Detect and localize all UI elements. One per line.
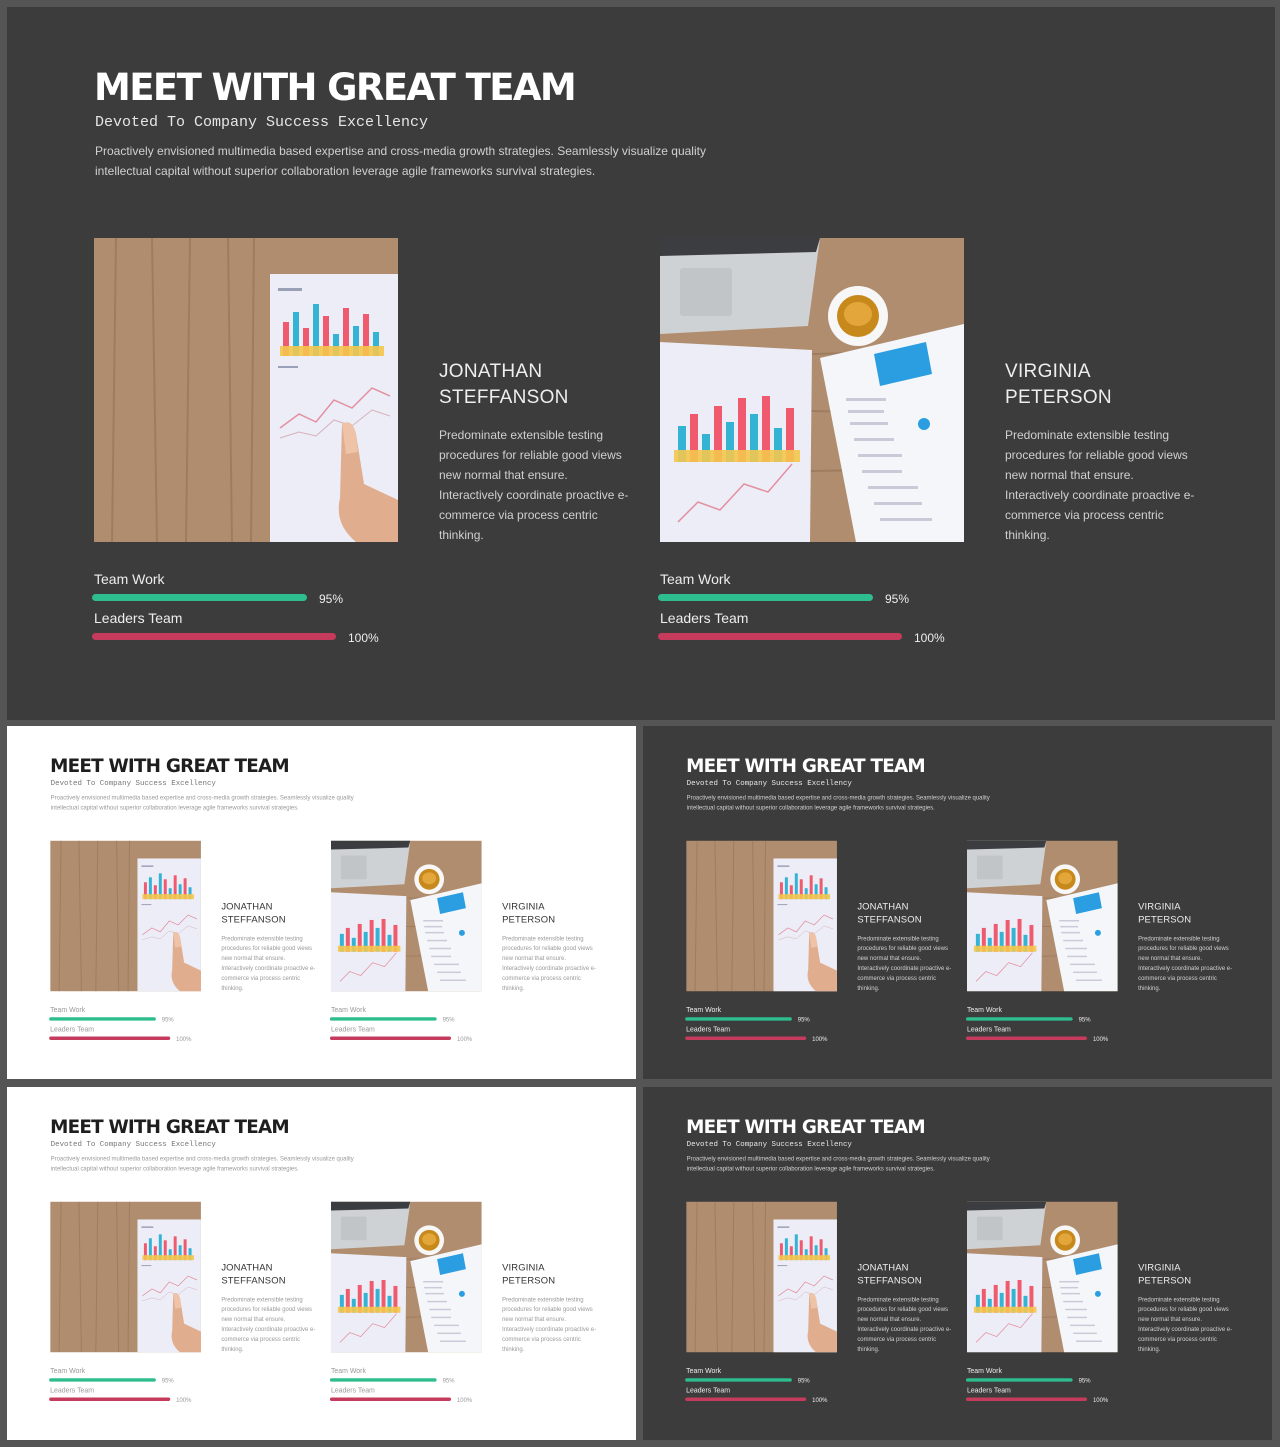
skill-label: Leaders Team	[94, 610, 183, 626]
slide-title: MEET WITH GREAT TEAM	[94, 66, 576, 109]
skill-percent: 100%	[176, 1035, 192, 1043]
leaders-team-bar	[658, 633, 902, 640]
skill-percent: 100%	[812, 1396, 828, 1404]
slide-dark-3	[643, 726, 1272, 1079]
member-photo	[50, 841, 201, 992]
skill-label: Leaders Team	[966, 1386, 1011, 1395]
member-name-line2: STEFFANSON	[857, 1275, 922, 1286]
member-name-line2: PETERSON	[1138, 914, 1192, 925]
leaders-team-bar	[966, 1037, 1087, 1040]
team-photo	[686, 1202, 837, 1353]
member-name-line2: PETERSON	[1005, 387, 1112, 408]
member-name-line1: JONATHAN	[439, 361, 543, 382]
leaders-team-bar	[92, 633, 336, 640]
member-name-line1: JONATHAN	[221, 901, 273, 913]
skill-percent: 95%	[442, 1016, 455, 1024]
skill-label: Leaders Team	[966, 1025, 1011, 1034]
member-photo	[660, 238, 964, 542]
member-name-line2: STEFFANSON	[221, 1275, 286, 1286]
member-photo	[331, 1202, 482, 1353]
skill-percent: 95%	[797, 1377, 810, 1385]
skill-label: Team Work	[50, 1366, 86, 1375]
skill-percent: 95%	[1078, 1377, 1091, 1385]
member-name-line1: VIRGINIA	[502, 901, 545, 913]
slide-title: MEET WITH GREAT TEAM	[686, 1116, 925, 1138]
member-name	[1138, 901, 1191, 927]
member-name-line2: PETERSON	[1138, 1275, 1192, 1286]
member-name	[221, 1262, 285, 1288]
leaders-team-bar	[49, 1037, 170, 1040]
member-photo	[94, 238, 398, 542]
skill-percent: 95%	[885, 592, 910, 606]
skill-percent: 100%	[914, 631, 945, 645]
member-bio: Predominate extensible testing procedures for reliable good views new normal that ensure. Interactively coordinate proactive e-commerce via process centric thinking.	[1138, 934, 1233, 992]
skill-label: Leaders Team	[330, 1386, 375, 1395]
slide-subtitle: Devoted To Company Success Excellency	[50, 1140, 216, 1149]
skill-label: Team Work	[660, 571, 731, 587]
member-name-line2: PETERSON	[502, 1275, 556, 1286]
slide-subtitle: Devoted To Company Success Excellency	[686, 1140, 852, 1149]
slide-subtitle: Devoted To Company Success Excellency	[95, 114, 429, 131]
member-name-line2: STEFFANSON	[857, 914, 922, 925]
skill-percent: 95%	[161, 1377, 174, 1385]
team-work-bar	[330, 1017, 437, 1020]
team-work-bar	[685, 1017, 792, 1020]
slide-light-4	[7, 1087, 636, 1440]
leaders-team-bar	[330, 1037, 451, 1040]
team-work-bar	[685, 1378, 792, 1381]
member-name-line1: VIRGINIA	[502, 1262, 545, 1274]
leaders-team-bar	[685, 1398, 806, 1401]
skill-label: Team Work	[330, 1005, 366, 1014]
team-photo	[331, 1202, 482, 1353]
skill-percent: 100%	[1092, 1396, 1109, 1404]
team-photo	[50, 1202, 201, 1353]
member-photo	[967, 1202, 1118, 1353]
member-name-line2: STEFFANSON	[221, 914, 286, 925]
skill-label: Leaders Team	[50, 1025, 95, 1034]
member-name	[857, 1262, 921, 1288]
team-photo	[94, 238, 398, 542]
leaders-team-bar	[685, 1037, 806, 1040]
member-name-line1: JONATHAN	[221, 1262, 273, 1274]
member-name-line2: STEFFANSON	[439, 387, 569, 408]
team-work-bar	[92, 594, 307, 601]
member-name	[1005, 359, 1112, 411]
team-photo	[331, 841, 482, 992]
member-bio: Predominate extensible testing procedures for reliable good views new normal that ensure. Interactively coordinate proactive e-commerce via process centric thinking.	[1005, 428, 1195, 542]
member-bio: Predominate extensible testing procedures for reliable good views new normal that ensure. Interactively coordinate proactive e-commerce via process centric thinking.	[221, 934, 316, 992]
team-work-bar	[49, 1378, 156, 1381]
leaders-team-bar	[49, 1398, 170, 1401]
member-name-line1: VIRGINIA	[1138, 901, 1181, 913]
slide-description: Proactively envisioned multimedia based expertise and cross-media growth strategies. Seamlessly visualize quality intellectual capital without superior collaboration leverage agile frameworks survival strategies.	[686, 1154, 990, 1172]
skill-label: Team Work	[330, 1366, 366, 1375]
slide-description: Proactively envisioned multimedia based expertise and cross-media growth strategies. Seamlessly visualize quality intellectual capital without superior collaboration leverage agile frameworks survival strategies.	[95, 144, 706, 178]
skill-label: Team Work	[686, 1005, 722, 1014]
slide-subtitle: Devoted To Company Success Excellency	[686, 779, 852, 788]
skill-percent: 95%	[442, 1377, 455, 1385]
team-work-bar	[658, 594, 873, 601]
leaders-team-bar	[330, 1398, 451, 1401]
member-name-line1: VIRGINIA	[1005, 361, 1091, 382]
team-photo	[686, 841, 837, 992]
member-bio: Predominate extensible testing procedures for reliable good views new normal that ensure. Interactively coordinate proactive e-commerce via process centric thinking.	[221, 1295, 316, 1353]
skill-percent: 100%	[812, 1035, 828, 1043]
skill-percent: 100%	[456, 1396, 473, 1404]
member-name-line1: VIRGINIA	[1138, 1262, 1181, 1274]
member-photo	[967, 841, 1118, 992]
member-photo	[686, 841, 837, 992]
member-name	[1138, 1262, 1191, 1288]
member-photo	[50, 1202, 201, 1353]
member-name	[857, 901, 921, 927]
skill-label: Team Work	[966, 1366, 1002, 1375]
slide-dark-5	[643, 1087, 1272, 1440]
team-work-bar	[49, 1017, 156, 1020]
member-name-line1: JONATHAN	[857, 901, 909, 913]
skill-label: Leaders Team	[686, 1386, 731, 1395]
skill-percent: 100%	[348, 631, 379, 645]
member-bio: Predominate extensible testing procedures for reliable good views new normal that ensure. Interactively coordinate proactive e-commerce via process centric thinking.	[502, 1295, 597, 1353]
member-bio: Predominate extensible testing procedures for reliable good views new normal that ensure. Interactively coordinate proactive e-commerce via process centric thinking.	[1138, 1295, 1233, 1353]
skill-label: Team Work	[94, 571, 165, 587]
leaders-team-bar	[966, 1398, 1087, 1401]
team-work-bar	[966, 1017, 1073, 1020]
team-work-bar	[330, 1378, 437, 1381]
member-name-line2: PETERSON	[502, 914, 556, 925]
skill-label: Leaders Team	[50, 1386, 95, 1395]
skill-percent: 100%	[176, 1396, 192, 1404]
slide-description: Proactively envisioned multimedia based expertise and cross-media growth strategies. Seamlessly visualize quality intellectual capital without superior collaboration leverage agile frameworks survival strategies.	[686, 793, 990, 811]
team-photo	[967, 1202, 1118, 1353]
skill-percent: 100%	[1092, 1035, 1109, 1043]
skill-label: Team Work	[50, 1005, 86, 1014]
skill-label: Leaders Team	[660, 610, 749, 626]
team-photo	[660, 238, 964, 542]
member-name	[221, 901, 285, 927]
skill-percent: 100%	[456, 1035, 473, 1043]
skill-percent: 95%	[319, 592, 344, 606]
member-name	[502, 901, 555, 927]
slide-description: Proactively envisioned multimedia based expertise and cross-media growth strategies. Seamlessly visualize quality intellectual capital without superior collaboration leverage agile frameworks survival strategies.	[50, 1154, 354, 1172]
member-bio: Predominate extensible testing procedures for reliable good views new normal that ensure. Interactively coordinate proactive e-commerce via process centric thinking.	[502, 934, 597, 992]
skill-label: Team Work	[686, 1366, 722, 1375]
member-name	[502, 1262, 555, 1288]
skill-percent: 95%	[797, 1016, 810, 1024]
member-name	[439, 359, 569, 411]
member-bio: Predominate extensible testing procedures for reliable good views new normal that ensure. Interactively coordinate proactive e-commerce via process centric thinking.	[857, 1295, 952, 1353]
skill-percent: 95%	[161, 1016, 174, 1024]
member-bio: Predominate extensible testing procedures for reliable good views new normal that ensure. Interactively coordinate proactive e-commerce via process centric thinking.	[439, 428, 629, 542]
slide-dark-1	[7, 7, 1275, 720]
slide-light-2	[7, 726, 636, 1079]
member-bio: Predominate extensible testing procedures for reliable good views new normal that ensure. Interactively coordinate proactive e-commerce via process centric thinking.	[857, 934, 952, 992]
slide-title: MEET WITH GREAT TEAM	[50, 755, 289, 777]
skill-label: Leaders Team	[686, 1025, 731, 1034]
team-work-bar	[966, 1378, 1073, 1381]
member-name-line1: JONATHAN	[857, 1262, 909, 1274]
member-photo	[686, 1202, 837, 1353]
skill-percent: 95%	[1078, 1016, 1091, 1024]
team-photo	[50, 841, 201, 992]
slide-description: Proactively envisioned multimedia based expertise and cross-media growth strategies. Seamlessly visualize quality intellectual capital without superior collaboration leverage agile frameworks survival strategies.	[50, 793, 354, 811]
slide-title: MEET WITH GREAT TEAM	[50, 1116, 289, 1138]
skill-label: Leaders Team	[330, 1025, 375, 1034]
skill-label: Team Work	[966, 1005, 1002, 1014]
member-photo	[331, 841, 482, 992]
team-photo	[967, 841, 1118, 992]
slide-subtitle: Devoted To Company Success Excellency	[50, 779, 216, 788]
slide-title: MEET WITH GREAT TEAM	[686, 755, 925, 777]
